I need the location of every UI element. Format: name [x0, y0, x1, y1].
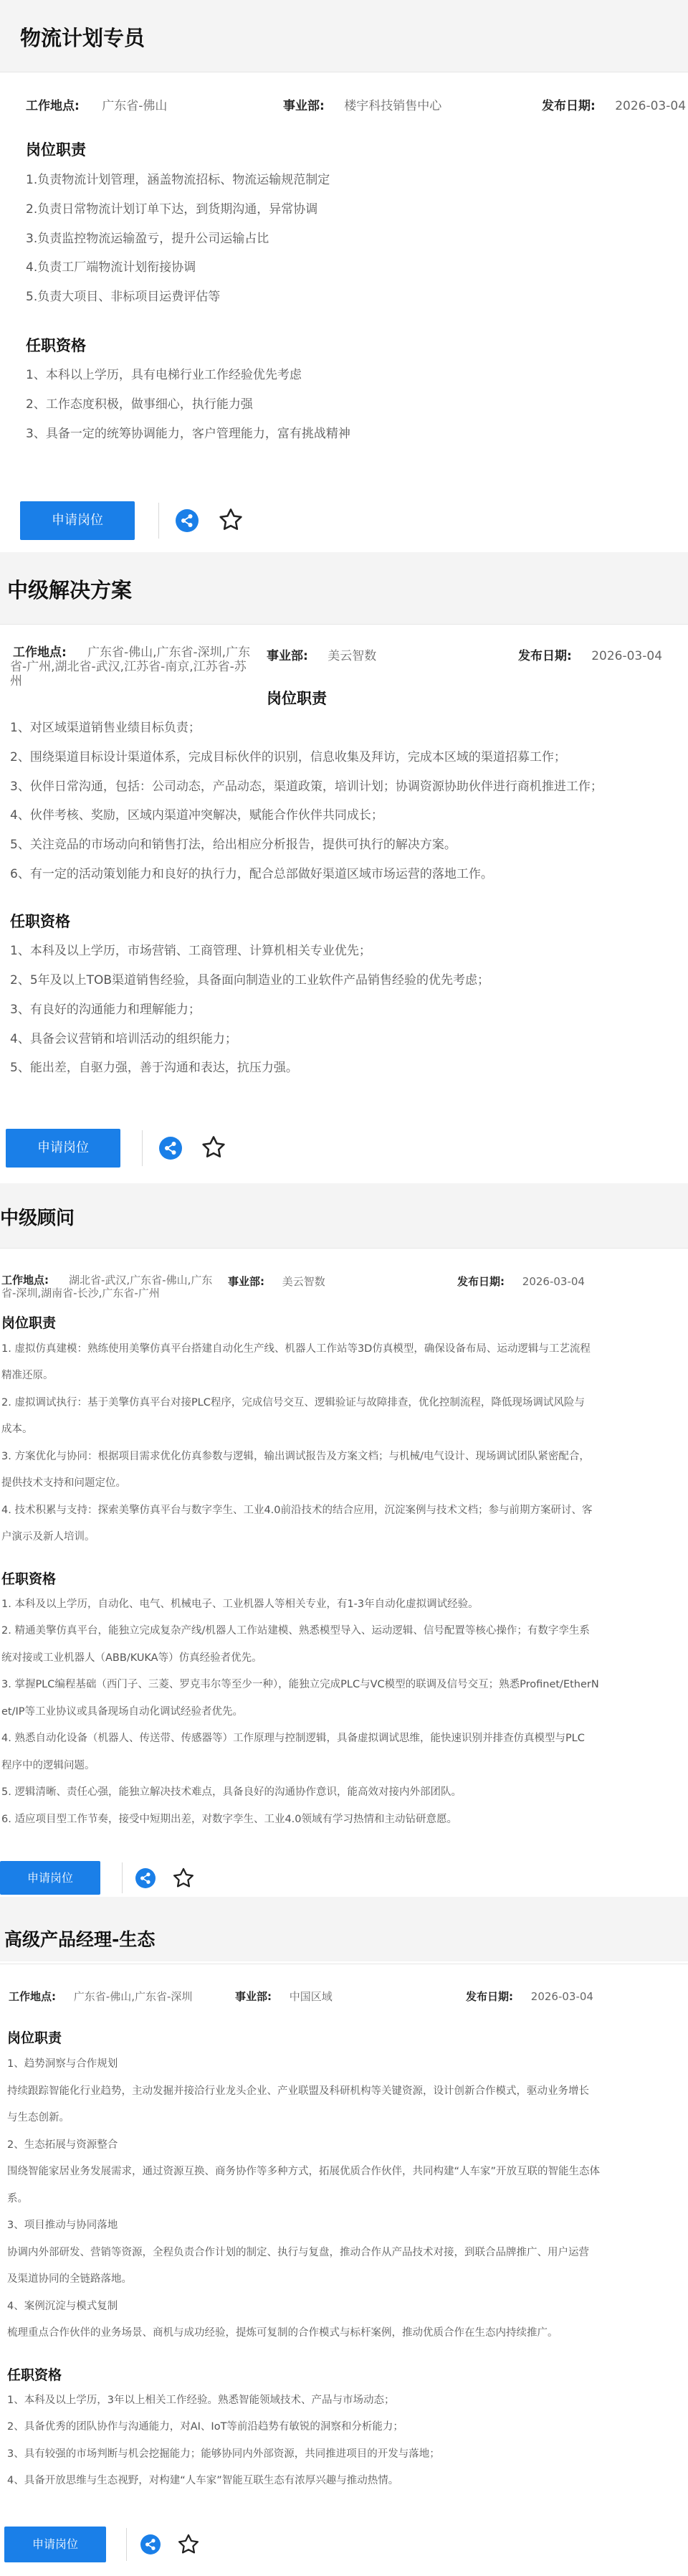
job-date — [542, 95, 686, 113]
duty-item: 3.负责监控物流运输盈亏，提升公司运输占比 — [26, 232, 269, 246]
department-label: 事业部: — [267, 649, 308, 663]
duties-title: 岗位职责 — [7, 2030, 62, 2046]
apply-button[interactable]: 申请岗位 — [4, 2527, 106, 2562]
duty-item: 2.负责日常物流计划订单下达，到货期沟通，异常协调 — [26, 202, 318, 217]
requirement-item: 2. 精通美擎仿真平台，能独立完成复杂产线/机器人工作站建模、熟悉模型导入、运动逻辑、信号配置等核心操作；有数字孪生系 — [1, 1625, 590, 1637]
requirement-item: 4、具备开放思维与生态视野，对构建“人车家”智能互联生态有浓厚兴趣与推动热情。 — [7, 2475, 399, 2486]
duty-item: 2. 虚拟调试执行：基于美擎仿真平台对接PLC程序，完成信号交互、逻辑验证与故障排查，优化控制流程，降低现场调试风险与 — [1, 1397, 585, 1408]
apply-button[interactable]: 申请岗位 — [20, 501, 135, 540]
job-location — [1, 1274, 49, 1287]
separator — [122, 1862, 123, 1893]
date-label: 发布日期: — [542, 99, 596, 113]
duty-item: 3、伙伴日常沟通，包括：公司动态，产品动态，渠道政策，培训计划；协调资源协助伙伴进行商机推进工作； — [10, 780, 603, 794]
duty-item: 4、案例沉淀与模式复制 — [7, 2301, 118, 2312]
job-location — [9, 1989, 192, 2004]
location-value: 广东省-佛山 — [102, 99, 168, 113]
location-value: 湖北省-武汉,广东省-佛山,广东 — [69, 1274, 213, 1287]
requirement-item: 2、工作态度积极，做事细心，执行能力强 — [26, 397, 253, 412]
job-department — [235, 1989, 333, 2004]
duty-item: 及渠道协同的全链路落地。 — [7, 2273, 132, 2285]
duty-item: 1.负责物流计划管理，涵盖物流招标、物流运输规范制定 — [26, 173, 330, 187]
separator — [126, 2528, 127, 2561]
duty-item: 与生态创新。 — [7, 2112, 70, 2123]
department-label: 事业部: — [235, 1990, 272, 2003]
date-value: 2026-03-04 — [591, 649, 663, 663]
department-label: 事业部: — [283, 99, 325, 113]
duty-item: 成本。 — [1, 1424, 33, 1435]
requirement-item: et/IP等工业协议或具备现场自动化调试经验者优先。 — [1, 1706, 244, 1718]
job-title: 中级顾问 — [0, 1208, 75, 1229]
requirement-item: 程序中的逻辑问题。 — [1, 1760, 95, 1771]
duty-item: 精准还原。 — [1, 1370, 54, 1381]
job-department — [228, 1274, 325, 1289]
requirements-title: 任职资格 — [1, 1571, 57, 1587]
duty-item: 5.负责大项目、非标项目运费评估等 — [26, 290, 221, 304]
duty-item: 4、伙伴考核、奖励，区域内渠道冲突解决，赋能合作伙伴共同成长； — [10, 808, 383, 823]
duty-item: 3. 方案优化与协同：根据项目需求优化仿真参数与逻辑，输出调试报告及方案文档；与机械/电气设计、现场调试团队紧密配合， — [1, 1451, 590, 1462]
requirement-item: 4. 熟悉自动化设备（机器人、传送带、传感器等）工作原理与控制逻辑，具备虚拟调试思维，能快速识别并排查仿真模型与PLC — [1, 1733, 585, 1744]
location-value: 广东省-佛山,广东省-深圳,广东 — [87, 645, 251, 660]
date-label: 发布日期: — [466, 1990, 513, 2003]
location-value: 州 — [10, 674, 22, 688]
job-title: 中级解决方案 — [7, 578, 133, 602]
requirement-item: 1、本科以上学历，具有电梯行业工作经验优先考虑 — [26, 368, 302, 382]
requirements-title: 任职资格 — [7, 2367, 62, 2383]
requirement-item: 2、具备优秀的团队协作与沟通能力，对AI、IoT等前沿趋势有敏锐的洞察和分析能力； — [7, 2421, 403, 2433]
duty-item: 4.负责工厂端物流计划衔接协调 — [26, 260, 196, 275]
requirements-title: 任职资格 — [26, 337, 86, 354]
location-value: 省-深圳,湖南省-长沙,广东省-广州 — [1, 1287, 160, 1299]
duty-item: 3、项目推动与协同落地 — [7, 2220, 118, 2231]
location-label: 工作地点: — [13, 645, 67, 660]
date-value: 2026-03-04 — [530, 1990, 593, 2003]
favorite-star-icon[interactable] — [176, 2532, 201, 2557]
separator — [158, 503, 159, 539]
requirement-item: 3. 掌握PLC编程基础（西门子、三菱、罗克韦尔等至少一种），能独立完成PLC与VC模型的联调及信号交互；熟悉Profinet/EtherN — [1, 1679, 599, 1690]
divider — [0, 1248, 688, 1249]
job-card-logistics-planner — [0, 0, 688, 559]
duty-item: 4. 技术积累与支持：探索美擎仿真平台与数字孪生、工业4.0前沿技术的结合应用，沉淀案例与技术文档；参与前期方案研讨、客 — [1, 1505, 593, 1516]
requirement-item: 1、本科及以上学历，3年以上相关工作经验。熟悉智能领域技术、产品与市场动态； — [7, 2395, 395, 2406]
duty-item: 围绕智能家居业务发展需求，通过资源互换、商务协作等多种方式，拓展优质合作伙伴，共同构建“人车家”开放互联的智能生态体 — [7, 2166, 601, 2177]
duty-item: 协调内外部研发、营销等资源，全程负责合作计划的制定、执行与复盘，推动合作从产品技术对接，到联合品牌推广、用户运营 — [7, 2247, 589, 2258]
job-card-consultant — [0, 1183, 688, 1897]
requirement-item: 6. 适应项目型工作节奏，接受中短期出差，对数字孪生、工业4.0领域有学习热情和主动钻研意愿。 — [1, 1814, 457, 1825]
share-icon[interactable] — [159, 1137, 182, 1160]
duty-item: 1、趋势洞察与合作规划 — [7, 2058, 118, 2070]
divider — [0, 624, 688, 625]
requirement-item: 1、本科及以上学历，市场营销、工商管理、计算机相关专业优先； — [10, 944, 371, 958]
job-card-solution-consultant — [0, 552, 688, 1183]
duty-item: 提供技术支持和问题定位。 — [1, 1477, 126, 1489]
location-label: 工作地点: — [1, 1274, 49, 1287]
duty-item: 6、有一定的活动策划能力和良好的执行力，配合总部做好渠道区域市场运营的落地工作。 — [10, 867, 493, 881]
job-department — [267, 645, 376, 663]
duty-item: 系。 — [7, 2193, 28, 2205]
job-department — [283, 95, 441, 113]
location-value: 省-广州,湖北省-武汉,江苏省-南京,江苏省-苏 — [10, 660, 247, 674]
date-value: 2026-03-04 — [522, 1275, 585, 1288]
job-date — [466, 1989, 593, 2004]
requirement-item: 3、具备一定的统筹协调能力，客户管理能力，富有挑战精神 — [26, 427, 350, 441]
duties-title: 岗位职责 — [1, 1315, 57, 1331]
job-location — [13, 645, 67, 660]
requirement-item: 统对接或工业机器人（ABB/KUKA等）仿真经验者优先。 — [1, 1652, 262, 1664]
share-icon[interactable] — [135, 1868, 156, 1888]
job-title: 高级产品经理-生态 — [4, 1929, 156, 1950]
duty-item: 持续跟踪智能化行业趋势，主动发掘并接洽行业龙头企业、产业联盟及科研机构等关键资源，设计创新合作模式，驱动业务增长 — [7, 2085, 589, 2097]
duty-item: 户演示及新人培训。 — [1, 1531, 95, 1543]
favorite-star-icon[interactable] — [217, 506, 244, 534]
department-value: 楼宇科技销售中心 — [344, 99, 442, 113]
requirement-item: 5、能出差，自驱力强，善于沟通和表达，抗压力强。 — [10, 1061, 298, 1075]
requirement-item: 1. 本科及以上学历，自动化、电气、机械电子、工业机器人等相关专业，有1-3年自动化虚拟调试经验。 — [1, 1599, 479, 1610]
duty-item: 梳理重点合作伙伴的业务场景、商机与成功经验，提炼可复制的合作模式与标杆案例，推动优质合作在生态内持续推广。 — [7, 2327, 558, 2339]
department-value: 中国区域 — [289, 1990, 333, 2003]
location-label: 工作地点: — [26, 99, 80, 113]
location-label: 工作地点: — [9, 1990, 56, 2003]
share-icon[interactable] — [140, 2534, 161, 2554]
job-location — [26, 95, 167, 113]
department-value: 美云智数 — [282, 1275, 325, 1288]
duty-item: 2、围绕渠道目标设计渠道体系，完成目标伙伴的识别，信息收集及拜访，完成本区域的渠道招募工作； — [10, 750, 566, 764]
favorite-star-icon[interactable] — [171, 1866, 196, 1890]
job-title: 物流计划专员 — [20, 26, 145, 50]
duty-item: 1、对区域渠道销售业绩目标负责； — [10, 721, 201, 735]
requirement-item: 3、具有较强的市场判断与机会挖掘能力；能够协同内外部资源，共同推进项目的开发与落地； — [7, 2448, 440, 2460]
job-header — [0, 1183, 688, 1248]
requirement-item: 5. 逻辑清晰、责任心强，能独立解决技术难点，具备良好的沟通协作意识，能高效对接内外部团队。 — [1, 1786, 462, 1798]
department-value: 美云智数 — [328, 649, 377, 663]
requirement-item: 3、有良好的沟通能力和理解能力； — [10, 1003, 201, 1017]
job-date — [457, 1274, 585, 1289]
job-date — [518, 645, 662, 663]
date-label: 发布日期: — [518, 649, 572, 663]
requirements-title: 任职资格 — [10, 913, 70, 930]
location-value: 广东省-佛山,广东省-深圳 — [73, 1990, 193, 2003]
requirement-item: 2、5年及以上TOB渠道销售经验，具备面向制造业的工业软件产品销售经验的优先考虑； — [10, 973, 490, 988]
date-label: 发布日期: — [457, 1275, 505, 1288]
favorite-star-icon[interactable] — [200, 1134, 227, 1161]
apply-button[interactable]: 申请岗位 — [6, 1129, 120, 1168]
duties-title: 岗位职责 — [26, 141, 86, 158]
apply-button[interactable]: 申请岗位 — [0, 1861, 100, 1895]
duties-title: 岗位职责 — [267, 690, 327, 707]
duty-item: 1. 虚拟仿真建模：熟练使用美擎仿真平台搭建自动化生产线、机器人工作站等3D仿真模型，确保设备布局、运动逻辑与工艺流程 — [1, 1343, 591, 1355]
duty-item: 2、生态拓展与资源整合 — [7, 2139, 118, 2151]
separator — [142, 1130, 143, 1166]
date-value: 2026-03-04 — [615, 99, 687, 113]
department-label: 事业部: — [228, 1275, 264, 1288]
share-icon[interactable] — [176, 509, 199, 532]
duty-item: 5、关注竞品的市场动向和销售打法，给出相应分析报告，提供可执行的解决方案。 — [10, 838, 457, 852]
job-card-senior-product-manager — [0, 1897, 688, 2576]
requirement-item: 4、具备会议营销和培训活动的组织能力； — [10, 1032, 237, 1046]
